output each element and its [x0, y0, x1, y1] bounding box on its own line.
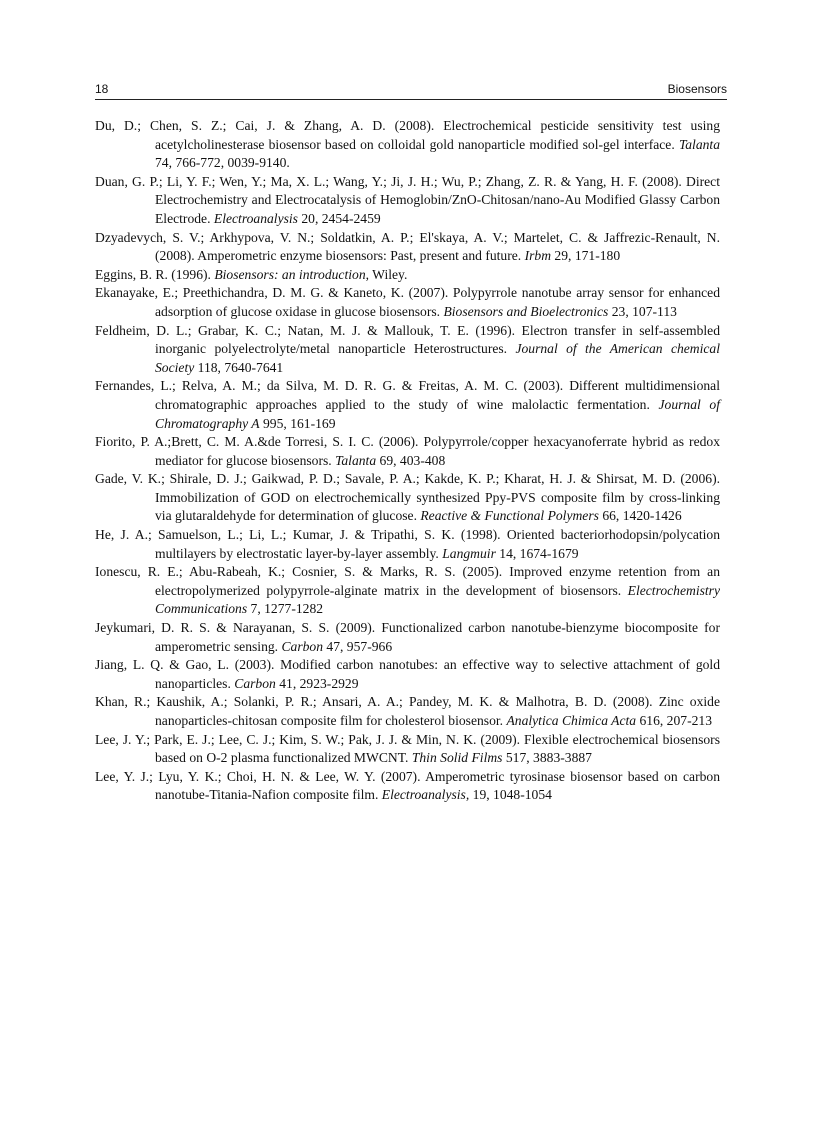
reference-volume: 74, 766-772, 0039-9140. [155, 155, 290, 171]
reference-volume: 66, 1420-1426 [598, 508, 682, 524]
reference-entry [95, 322, 720, 378]
reference-volume: 20, 2454-2459 [297, 210, 381, 226]
reference-entry [95, 731, 720, 768]
reference-journal: Carbon [281, 638, 324, 654]
reference-text: Feldheim, D. L.; Grabar, K. C.; Natan, M. J. & Mallouk, T. E. (1996). Electron transfer in self-assembled inorganic polyelectrolyte/metal nanoparticle Heterostructures. [95, 322, 720, 357]
reference-text: Jeykumari, D. R. S. & Narayanan, S. S. (2009). Functionalized carbon nanotube-bienzyme biocomposite for amperometric sensing. [95, 620, 720, 654]
reference-entry [95, 266, 720, 285]
reference-entry [95, 619, 720, 656]
reference-text: Du, D.; Chen, S. Z.; Cai, J. & Zhang, A. D. (2008). Electrochemical pesticide sensitivity test using acetylcholinesterase biosensor based on colloidal gold nanoparticle modified sol-gel interface. [95, 118, 720, 152]
reference-text: Jiang, L. Q. & Gao, L. (2003). Modified carbon nanotubes: an effective way to selective attachment of gold nanoparticles. [95, 657, 720, 691]
reference-entry [95, 173, 720, 229]
reference-text: Duan, G. P.; Li, Y. F.; Wen, Y.; Ma, X. L.; Wang, Y.; Ji, J. H.; Wu, P.; Zhang, Z. R. & Yang, H. F. (2008). Direct Electrochemistry and Electrocatalysis of Hemoglobin/ZnO-Chitosan/nano-Au Modified Glassy Carbon Electrode. [95, 173, 720, 226]
reference-entry [95, 563, 720, 619]
reference-journal: Analytica Chimica Acta [506, 713, 637, 728]
reference-volume: 616, 207-213 [636, 713, 712, 728]
reference-journal: Talanta [678, 136, 720, 152]
reference-entry [95, 470, 720, 526]
reference-journal: Biosensors and Bioelectronics [443, 303, 609, 319]
reference-list [95, 117, 720, 805]
reference-journal: Electroanalysis, [381, 787, 470, 803]
running-title: Biosensors [667, 82, 727, 96]
reference-entry [95, 117, 720, 173]
reference-journal: Journal of Chromatography A [155, 396, 721, 431]
reference-entry [95, 229, 720, 266]
reference-journal: Talanta [335, 452, 377, 468]
reference-entry [95, 693, 720, 730]
reference-text: Lee, Y. J.; Lyu, Y. K.; Choi, H. N. & Lee, W. Y. (2007). Amperometric tyrosinase biosensor based on carbon nanotube-Titania-Nafion composite film. [95, 768, 720, 803]
reference-volume: 517, 3883-3887 [502, 750, 592, 766]
reference-entry [95, 768, 720, 805]
reference-volume: 29, 171-180 [551, 248, 621, 264]
page-header [95, 82, 727, 100]
reference-text: He, J. A.; Samuelson, L.; Li, L.; Kumar, J. & Tripathi, S. K. (1998). Oriented bacteriorhodopsin/polycation multilayers by electrostatic layer-by-layer assembly. [95, 527, 720, 561]
reference-volume: 23, 107-113 [608, 303, 677, 319]
reference-volume: 118, 7640-7641 [194, 359, 284, 375]
reference-entry [95, 377, 720, 433]
reference-journal: Carbon [234, 675, 276, 691]
reference-text: Eggins, B. R. (1996). [95, 266, 215, 282]
reference-text: Ionescu, R. E.; Abu-Rabeah, K.; Cosnier, S. & Marks, R. S. (2005). Improved enzyme retention from an electropolymerized polypyrrole-alginate matrix in the development of biosensors. [95, 564, 720, 598]
reference-entry [95, 284, 720, 321]
reference-text: Dzyadevych, S. V.; Arkhypova, V. N.; Soldatkin, A. P.; El'skaya, A. V.; Martelet, C. & Jaffrezic-Renault, N. (2008). Amperometric enzyme biosensors: Past, present and future. [95, 229, 720, 264]
reference-journal: Langmuir [442, 545, 496, 561]
reference-entry [95, 656, 720, 693]
reference-volume: 69, 403-408 [376, 452, 446, 468]
reference-journal: Irbm [524, 248, 552, 264]
reference-volume: 7, 1277-1282 [247, 601, 324, 617]
reference-text: Lee, J. Y.; Park, E. J.; Lee, C. J.; Kim, S. W.; Pak, J. J. & Min, N. K. (2009). Flexible electrochemical biosensors based on O-2 plasma functionalized MWCNT. [95, 731, 720, 766]
reference-journal: Reactive & Functional Polymers [420, 508, 599, 524]
reference-journal: Journal of the American chemical Society [155, 341, 721, 375]
reference-entry [95, 433, 720, 470]
reference-text: Ekanayake, E.; Preethichandra, D. M. G. & Kaneto, K. (2007). Polypyrrole nanotube array sensor for enhanced adsorption of glucose oxidase in glucose biosensors. [95, 285, 720, 319]
reference-volume: 995, 161-169 [259, 415, 336, 431]
reference-volume: 14, 1674-1679 [495, 545, 579, 561]
reference-journal: Thin Solid Films [411, 750, 503, 766]
reference-journal: Electrochemistry Communications [155, 582, 720, 617]
reference-text: Fiorito, P. A.;Brett, C. M. A.&de Torresi, S. I. C. (2006). Polypyrrole/copper hexacyanoferrate hybrid as redox mediator for glucose biosensors. [95, 434, 720, 468]
header-rule [95, 99, 727, 100]
reference-journal: Electroanalysis [213, 210, 298, 226]
reference-volume: , Wiley. [365, 266, 408, 282]
page-number: 18 [95, 82, 109, 96]
reference-entry [95, 526, 720, 563]
reference-text: Khan, R.; Kaushik, A.; Solanki, P. R.; Ansari, A. A.; Pandey, M. K. & Malhotra, B. D. (2008). Zinc oxide nanoparticles-chitosan composite film for cholesterol biosensor. [95, 694, 720, 728]
reference-text: Gade, V. K.; Shirale, D. J.; Gaikwad, P. D.; Savale, P. A.; Kakde, K. P.; Kharat, H. J. & Shirsat, M. D. (2006). Immobilization of GOD on electrochemically synthesized Ppy-PVS composite film by cross-linking via glutaraldehyde for determination of glucose. [95, 471, 720, 524]
reference-volume: 19, 1048-1054 [469, 787, 552, 803]
reference-volume: 47, 957-966 [323, 638, 393, 654]
reference-journal: Biosensors: an introduction [214, 266, 366, 282]
reference-volume: 41, 2923-2929 [275, 675, 359, 691]
reference-text: Fernandes, L.; Relva, A. M.; da Silva, M. D. R. G. & Freitas, A. M. C. (2003). Different multidimensional chromatographic approaches applied to the study of wine malolactic fermentation. [95, 378, 720, 412]
